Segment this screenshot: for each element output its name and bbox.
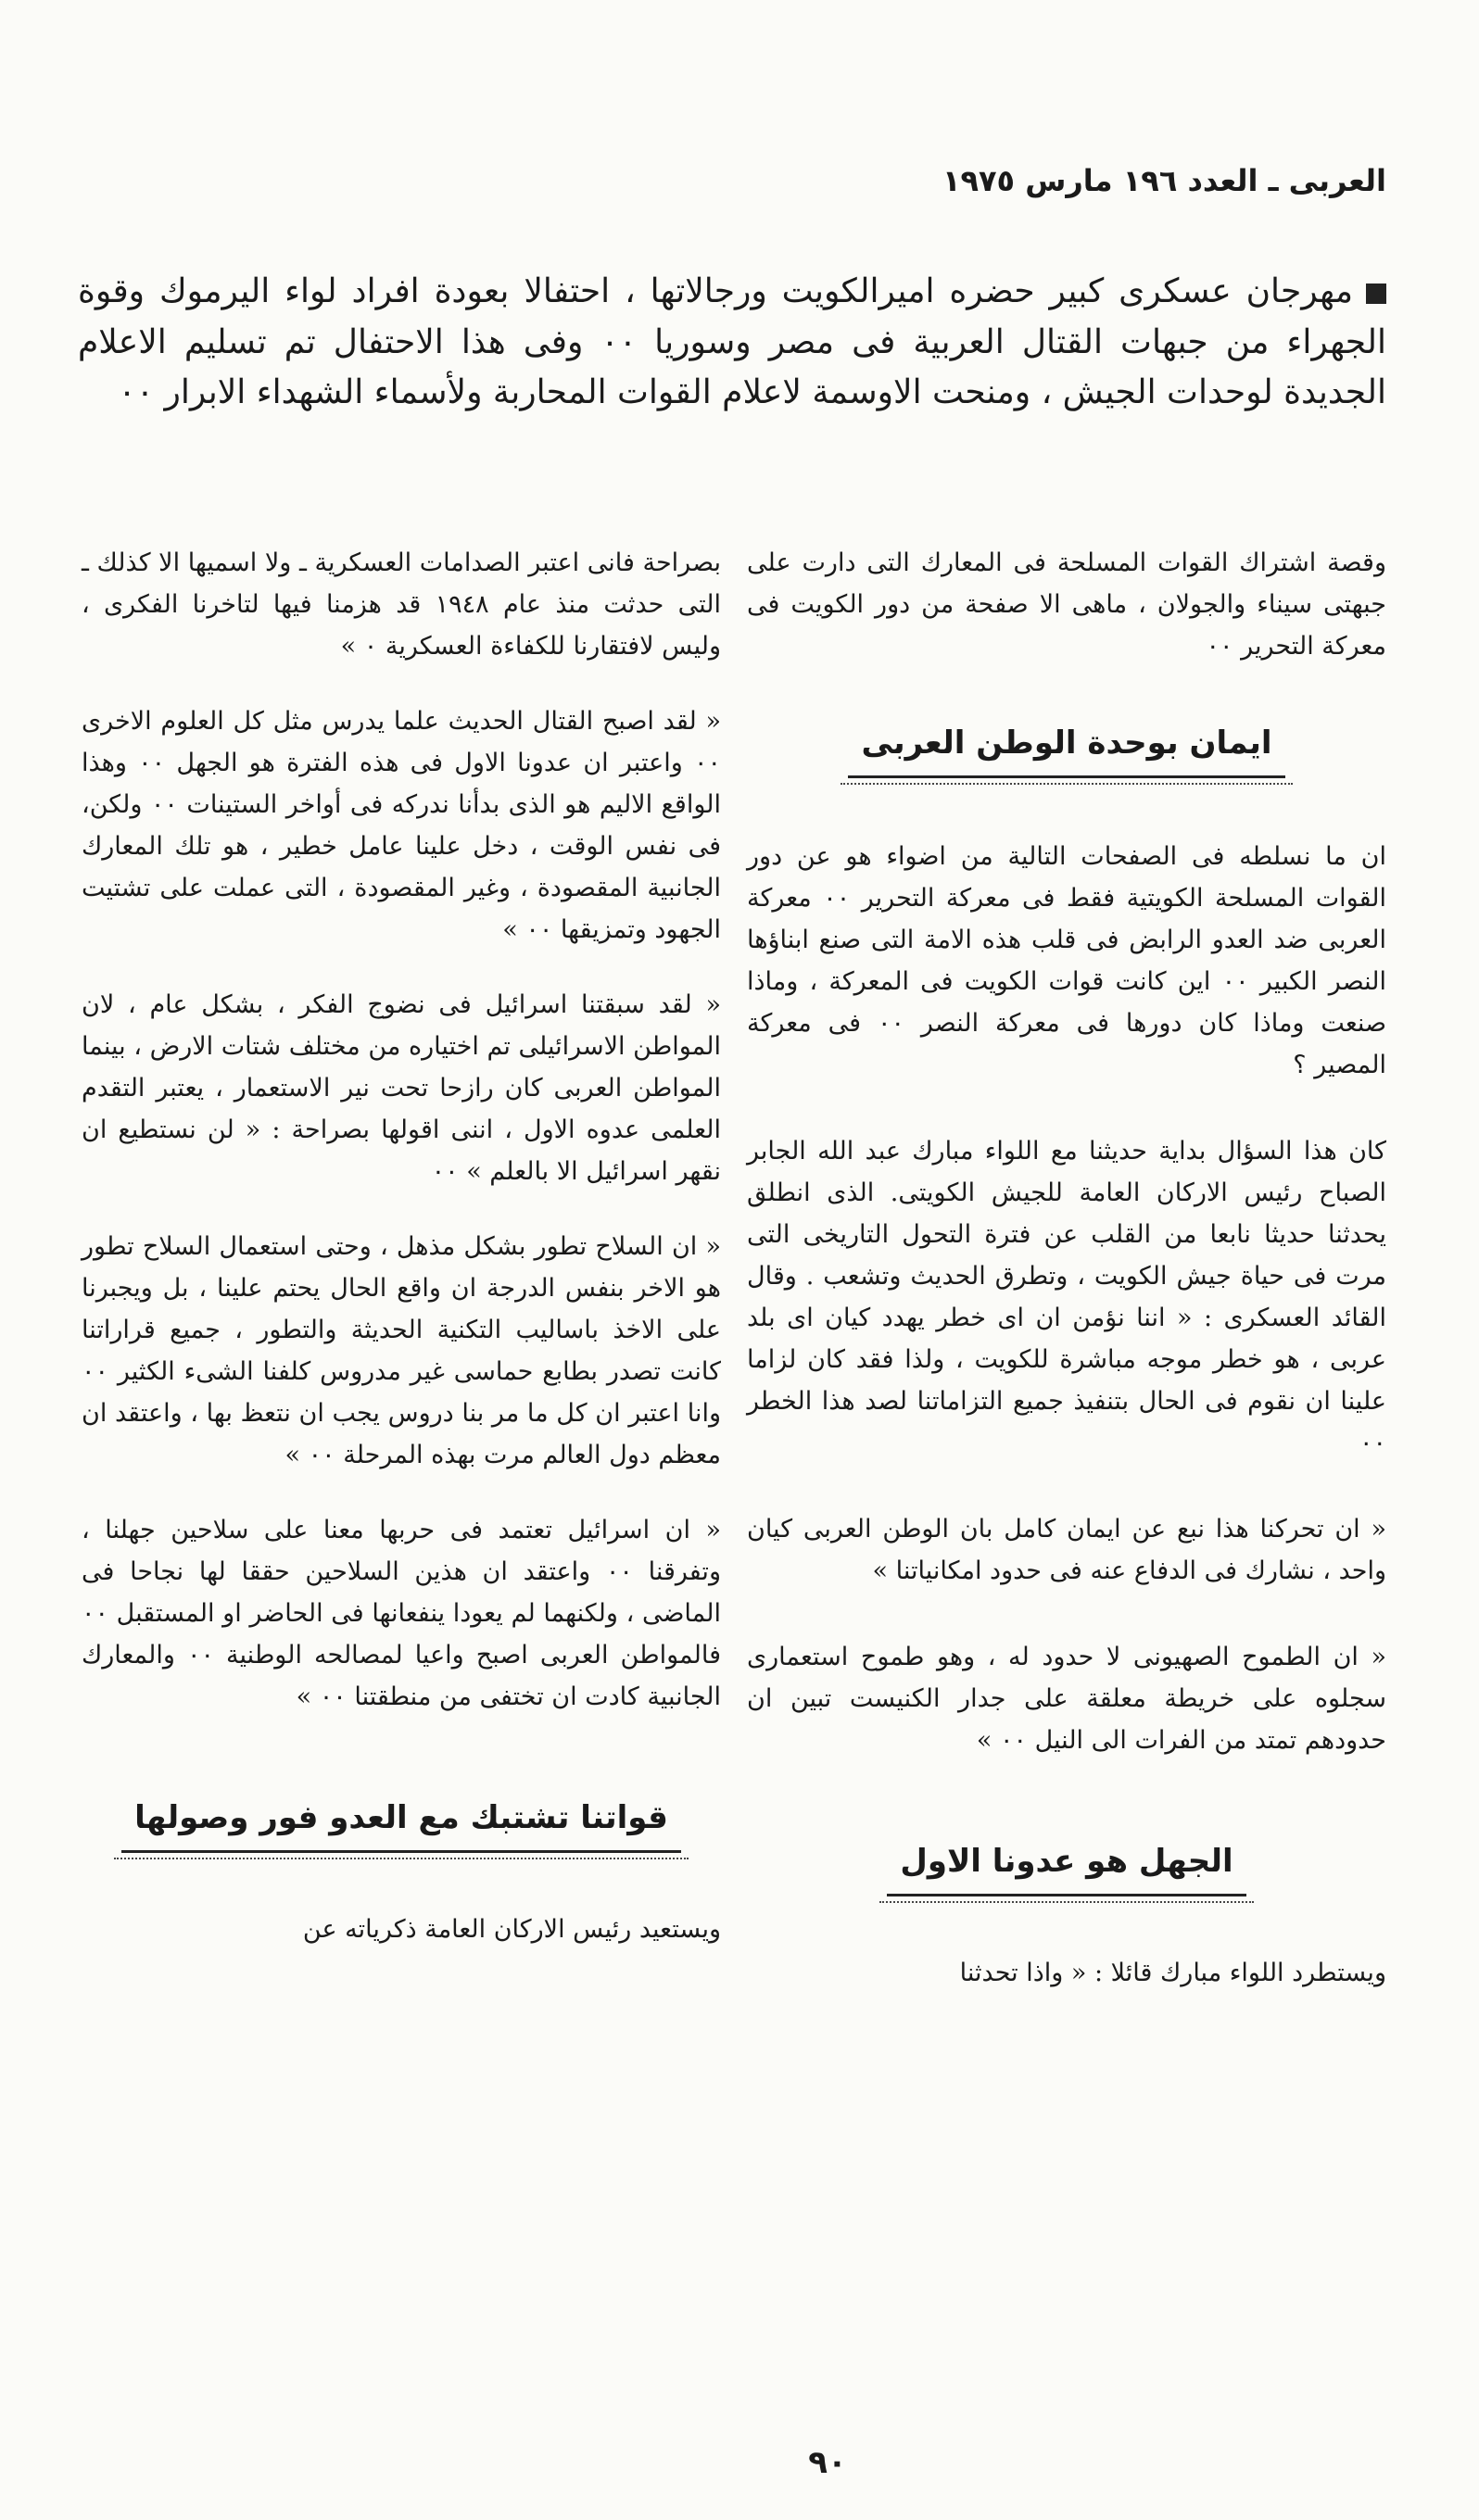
section-heading-unity-text: ايمان بوحدة الوطن العربى — [848, 723, 1284, 778]
right-paragraph-4: « ان تحركنا هذا نبع عن ايمان كامل بان الوطن العربى كيان واحد ، نشارك فى الدفاع عنه فى حدود امكانياتنا » — [747, 1515, 1386, 1585]
left-paragraph-6: ويستعيد رئيس الاركان العامة ذكرياته عن — [302, 1915, 721, 1944]
left-paragraph-4: « ان السلاح تطور بشكل مذهل ، وحتى استعمال السلاح تطور هو الاخر بنفس الدرجة ان واقع الحال يحتم علينا ، بل ويجبرنا على الاخذ باساليب التكنية الحديثة والتطور ، جميع قراراتنا كانت تصدر بطابع حماسى غير مدروس كلفنا الشىء الكثير ٠٠ وانا اعتبر ان كل ما مر بنا دروس يجب ان نتعظ بها ، واعتقد ان معظم دول العالم مرت بهذه المرحلة ٠٠ » — [82, 1232, 721, 1469]
section-heading-forces-text: قواتنا تشتبك مع العدو فور وصولها — [121, 1797, 681, 1853]
issue-header: العربى ـ العدد ١٩٦ مارس ١٩٧٥ — [942, 163, 1386, 198]
section-heading-ignorance — [747, 1841, 1386, 1896]
right-paragraph-5: « ان الطموح الصهيونى لا حدود له ، وهو طموح استعمارى سجلوه على خريطة معلقة على جدار الكنيست تبين ان حدودهم تمتد من الفرات الى النيل ٠٠ » — [747, 1643, 1386, 1755]
right-paragraph-1: وقصة اشتراك القوات المسلحة فى المعارك التى دارت على جبهتى سيناء والجولان ، ماهى الا صفحة من دور الكويت فى معركة التحرير ٠٠ — [747, 548, 1386, 661]
page-number: ٩٠ — [808, 2444, 847, 2481]
section-heading-unity — [747, 723, 1386, 778]
right-column — [747, 542, 1386, 2038]
intro-paragraph — [78, 267, 1386, 419]
intro-text: مهرجان عسكرى كبير حضره اميرالكويت ورجالاتها ، احتفالا بعودة افراد لواء اليرموك وقوة الجهراء من جبهات القتال العربية فى مصر وسوريا ٠٠ وفى هذا الاحتفال تم تسليم الاعلام الجديدة لوحدات الجيش ، ومنحت الاوسمة لاعلام القوات المحاربة ولأسماء الشهداء الابرار ٠٠ — [78, 272, 1387, 411]
right-paragraph-3: كان هذا السؤال بداية حديثنا مع اللواء مبارك عبد الله الجابر الصباح رئيس الاركان العامة للجيش الكويتى. الذى انطلق يحدثنا حديثا نابعا من القلب عن فترة التحول التاريخى التى مرت فى حياة جيش الكويت ، وتطرق الحديث وتشعب . وقال القائد العسكرى : « اننا نؤمن ان اى خطر يهدد كيان اى بلد عربى ، هو خطر موجه مباشرة للكويت ، ولذا فقد كان لزاما علينا ان نقوم فى الحال بتنفيذ جميع التزاماتنا لصد هذا الخطر ٠٠ — [747, 1137, 1386, 1457]
left-paragraph-5: « ان اسرائيل تعتمد فى حربها معنا على سلاحين جهلنا ، وتفرقنا ٠٠ واعتقد ان هذين السلاحين حققا لها نجاحا فى الماضى ، ولكنهما لم يعودا ينفعانها فى الحاضر او المستقبل ٠٠ فالمواطن العربى اصبح واعيا لمصالحه الوطنية ٠٠ والمعارك الجانبية كادت ان تختفى من منطقتنا ٠٠ » — [82, 1516, 721, 1711]
left-paragraph-2: « لقد اصبح القتال الحديث علما يدرس مثل كل العلوم الاخرى ٠٠ واعتبر ان عدونا الاول فى هذه الفترة هو الجهل ٠٠ وهذا الواقع الاليم هو الذى بدأنا ندركه فى أواخر الستينات ٠٠ ولكن، فى نفس الوقت ، دخل علينا عامل خطير ، هو تلك المعارك الجانبية المقصودة ، وغير المقصودة ، التى عملت على تشتيت الجهود وتمزيقها ٠٠ » — [82, 707, 721, 944]
right-paragraph-2: ان ما نسلطه فى الصفحات التالية من اضواء هو عن دور القوات المسلحة الكويتية فقط فى معركة التحرير ٠٠ معركة العربى ضد العدو الرابض فى قلب هذه الامة التى صنع ابناؤها النصر الكبير ٠٠ اين كانت قوات الكويت فى المعركة ، وماذا صنعت وماذا كان دورها فى معركة النصر ٠٠ فى معركة المصير ؟ — [747, 842, 1386, 1079]
left-column — [82, 542, 721, 1984]
section-heading-forces — [82, 1797, 721, 1853]
right-paragraph-6: ويستطرد اللواء مبارك قائلا : « واذا تحدثنا — [959, 1959, 1386, 1987]
left-paragraph-3: « لقد سبقتنا اسرائيل فى نضوج الفكر ، بشكل عام ، لان المواطن الاسرائيلى تم اختياره من مختلف شتات الارض ، بينما المواطن العربى كان رازحا تحت نير الاستعمار ، يعتبر التقدم العلمى عدوه الاول ، اننى اقولها بصراحة : « لن نستطيع ان نقهر اسرائيل الا بالعلم » ٠٠ — [82, 990, 721, 1186]
left-paragraph-1: بصراحة فانى اعتبر الصدامات العسكرية ـ ولا اسميها الا كذلك ـ التى حدثت منذ عام ١٩٤٨ قد هزمنا فيها لتاخرنا الفكرى ، وليس لافتقارنا للكفاءة العسكرية ٠ » — [82, 548, 721, 661]
bullet-square-icon — [1366, 284, 1386, 304]
section-heading-ignorance-text: الجهل هو عدونا الاول — [887, 1841, 1245, 1896]
